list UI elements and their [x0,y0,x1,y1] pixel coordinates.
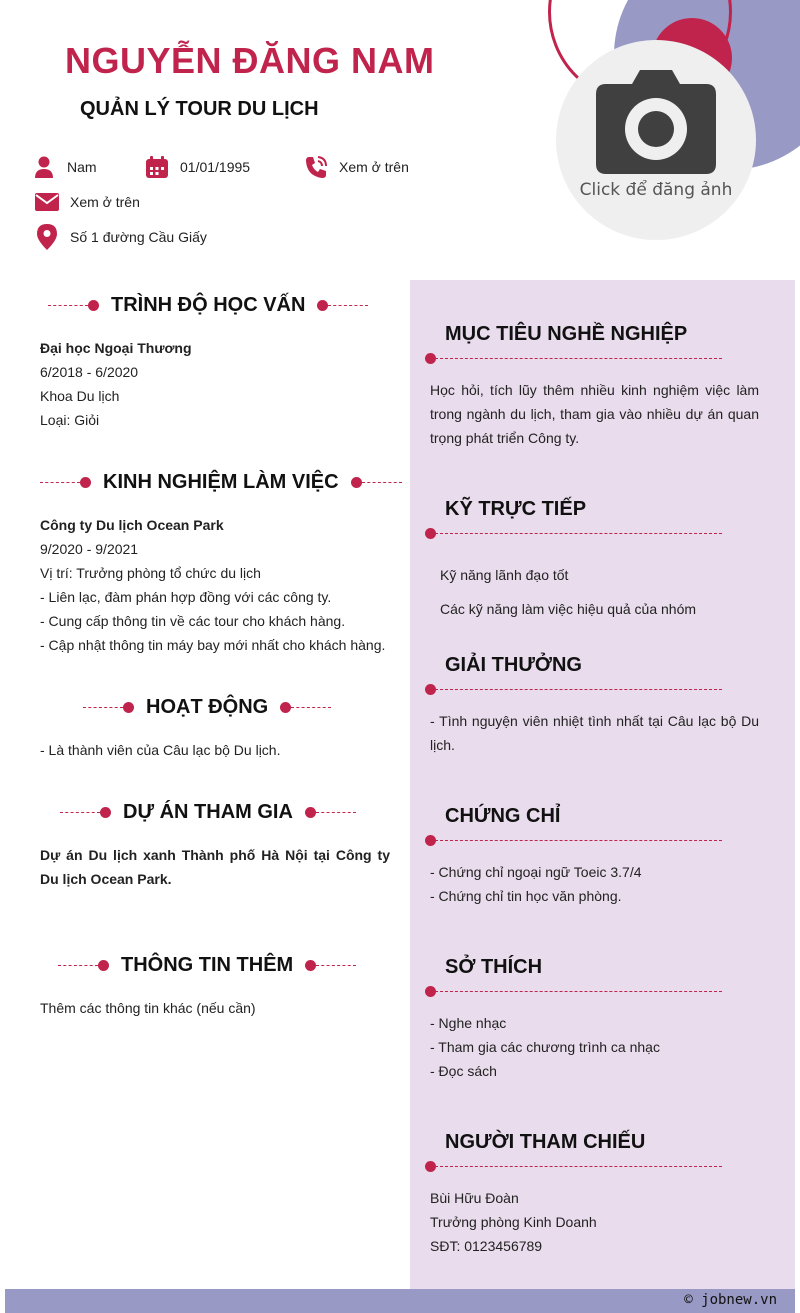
education-faculty: Khoa Du lịch [40,388,120,404]
certificates-title: CHỨNG CHỈ [445,805,561,827]
email-icon [34,189,60,215]
photo-upload[interactable] [556,40,756,240]
camera-icon [596,70,716,179]
duty-item: - Liên lạc, đàm phán hợp đồng với các công ty. [40,589,332,605]
hobby-item: - Đọc sách [430,1063,497,1079]
projects-text: Dự án Du lịch xanh Thành phố Hà Nội tại Công ty Du lịch Ocean Park. [40,847,390,887]
awards-text: - Tình nguyện viên nhiệt tình nhất tại Câu lạc bộ Du lịch. [430,713,759,753]
projects-heading [60,801,356,824]
contact-birthday [144,154,250,180]
education-heading [48,294,368,317]
experience-position: Vị trí: Trưởng phòng tổ chức du lịch [40,565,261,581]
more-info-title: THÔNG TIN THÊM [121,954,294,976]
experience-heading [40,471,402,494]
reference-position: Trưởng phòng Kinh Doanh [430,1214,597,1230]
address-value: Số 1 đường Cầu Giấy [70,229,207,245]
calendar-icon [144,154,170,180]
hobbies-title: SỞ THÍCH [445,956,543,978]
contact-gender [31,154,97,180]
more-info-text: Thêm các thông tin khác (nếu cần) [40,1000,256,1016]
education-period: 6/2018 - 6/2020 [40,364,139,380]
job-title: QUẢN LÝ TOUR DU LỊCH [80,98,319,120]
duty-item: - Cung cấp thông tin về các tour cho khách hàng. [40,613,346,629]
objective-text: Học hỏi, tích lũy thêm nhiều kinh nghiệm việc làm trong ngành du lịch, tham gia vào nhiều dự án quan trọng phát triển Công ty. [430,382,759,446]
objective-title: MỤC TIÊU NGHỀ NGHIỆP [445,323,688,345]
experience-section [40,513,400,657]
activities-text: - Là thành viên của Câu lạc bộ Du lịch. [40,742,281,758]
hobby-item: - Nghe nhạc [430,1015,507,1031]
reference-name: Bùi Hữu Đoàn [430,1190,519,1206]
education-title: TRÌNH ĐỘ HỌC VẤN [111,294,306,316]
skill-item: Kỹ năng lãnh đạo tốt [440,567,569,583]
certificate-item: - Chứng chỉ ngoại ngữ Toeic 3.7/4 [430,864,642,880]
certificates-list [430,860,759,908]
school-name: Đại học Ngoại Thương [40,340,192,356]
phone-value: Xem ở trên [339,159,409,175]
contact-email [34,189,140,215]
footer-bar [5,1289,795,1313]
contact-phone [303,154,409,180]
reference-phone: SĐT: 0123456789 [430,1238,543,1254]
activities-title: HOẠT ĐỘNG [146,696,269,718]
hobbies-list [430,1011,759,1083]
awards-title: GIẢI THƯỞNG [445,654,582,676]
photo-upload-label: Click để đăng ảnh [579,180,733,200]
birthday-value: 01/01/1995 [180,159,251,175]
gender-value: Nam [67,159,97,175]
user-icon [31,154,57,180]
duty-item: - Cập nhật thông tin máy bay mới nhất cho khách hàng. [40,637,386,653]
skills-title: KỸ TRỰC TIẾP [445,498,587,520]
location-icon [34,224,60,250]
activities-heading [83,696,331,719]
references-section [430,1186,759,1258]
certificate-item: - Chứng chỉ tin học văn phòng. [430,888,622,904]
candidate-name: NGUYỄN ĐĂNG NAM [65,40,435,81]
more-info-heading [58,954,356,977]
references-title: NGƯỜI THAM CHIẾU [445,1131,646,1153]
phone-icon [303,154,329,180]
experience-title: KINH NGHIỆM LÀM VIỆC [103,471,339,493]
footer-credit: © jobnew.vn [684,1292,777,1308]
contact-address [34,224,207,250]
projects-title: DỰ ÁN THAM GIA [123,801,293,823]
education-section [40,336,390,432]
hobby-item: - Tham gia các chương trình ca nhạc [430,1039,660,1055]
education-grade: Loại: Giỏi [40,412,100,428]
email-value: Xem ở trên [70,194,140,210]
skill-item: Các kỹ năng làm việc hiệu quả của nhóm [440,601,697,617]
experience-period: 9/2020 - 9/2021 [40,541,139,557]
company-name: Công ty Du lịch Ocean Park [40,517,224,533]
